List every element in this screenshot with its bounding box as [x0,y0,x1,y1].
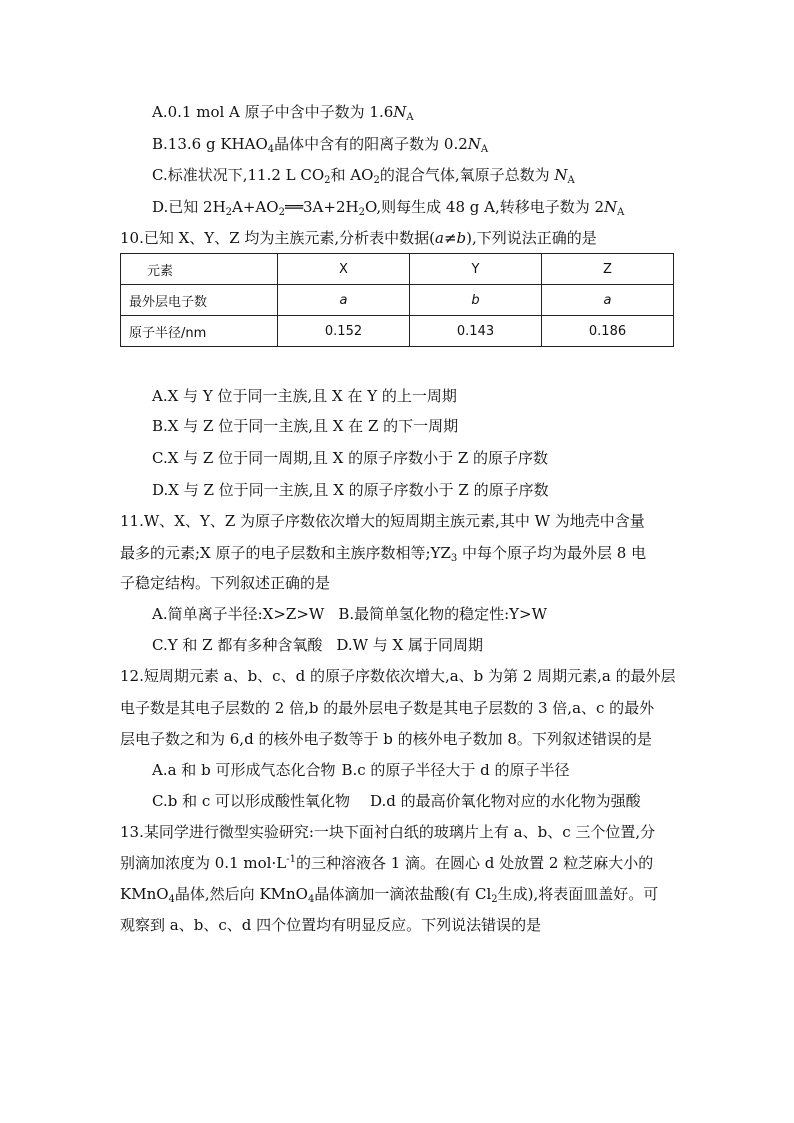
table-header-row [121,254,674,285]
q10-option-b: B.X 与 Z 位于同一主族,且 X 在 Z 的下一周期 [152,417,459,435]
q13-stem-line1: 13.某同学进行微型实验研究:一块下面衬白纸的玻璃片上有 a、b、c 三个位置,分 [120,823,656,841]
text: 晶体中含有的阳离子数为 0.2 [274,135,468,153]
q10-option-d: D.X 与 Z 位于同一主族,且 X 的原子序数小于 Z 的原子序数 [152,481,549,499]
table-cell: a [603,292,612,308]
subscript: 2 [358,207,365,218]
text: 中每个原子均为最外层 8 电 [457,544,647,562]
text: 别滴加浓度为 0.1 mol·L [120,854,287,872]
table-row [121,316,674,347]
text: B.13.6 g KHAO [152,135,268,153]
text: 生成),将表面皿盖好。可 [497,885,659,903]
subscript: 2 [278,207,285,218]
table-cell: 原子半径/nm [121,316,278,347]
text: 晶体,然后向 KMnO [174,885,308,903]
italic-n: N [467,135,481,153]
italic-n: N [393,103,407,121]
q12-options-cd [152,791,641,811]
text: O,则每生成 48 g A,转移电子数为 2 [364,198,605,216]
q13-stem-line2 [120,853,653,873]
q11-options-ab [152,604,547,624]
table-cell: a [339,292,348,308]
q11-option-c: C.Y 和 Z 都有多种含氧酸 [152,636,323,654]
table-cell: 0.143 [410,316,542,347]
q12-option-b: B.c 的原子半径大于 d 的原子半径 [341,761,570,779]
element-data-table [120,253,674,347]
q12-stem-line2: 电子数是其电子层数的 2 倍,b 的最外层电子数是其电子层数的 3 倍,a、c 的最外 [120,699,655,717]
subscript: 4 [168,894,175,905]
subscript: 2 [225,207,233,218]
q13-stem-line3 [120,884,658,904]
text: 的混合气体,氧原子总数为 [379,166,555,184]
subscript: 2 [324,175,331,186]
q11-options-cd [152,635,483,655]
q9-option-a [152,102,414,122]
text: 和 AO [330,166,374,184]
italic-text: a≠b [435,229,467,247]
subscript: 4 [307,894,315,905]
table-header-cell: 元素 [121,254,278,285]
q9-option-b [152,134,488,154]
italic-n: N [554,166,568,184]
table-header-cell: Z [542,254,674,285]
q9-option-c [152,165,575,185]
text: A+AO [232,198,279,216]
table-cell: 最外层电子数 [121,285,278,316]
q12-options-ab [152,760,570,780]
table-header-cell: Y [410,254,542,285]
subscript: A [406,112,414,123]
subscript: 3 [450,553,458,564]
subscript: A [617,207,625,218]
q11-stem-line3: 子稳定结构。下列叙述正确的是 [120,574,331,592]
q12-option-d: D.d 的最高价氧化物对应的水化物为强酸 [370,792,641,810]
q10-option-a: A.X 与 Y 位于同一主族,且 X 在 Y 的上一周期 [152,387,457,405]
italic-n: N [604,198,618,216]
q10-stem [120,228,597,248]
q9-option-d [152,197,624,217]
text: ══3A+2H [284,198,359,216]
table-row [121,285,674,316]
text: A.0.1 mol A 原子中含中子数为 1.6 [152,103,394,121]
table-cell: b [471,292,480,308]
q11-stem-line2 [120,543,646,563]
table-cell: 0.152 [278,316,410,347]
text: 10.已知 X、Y、Z 均为主族元素,分析表中数据( [120,229,436,247]
text: ),下列说法正确的是 [466,229,597,247]
q12-option-c: C.b 和 c 可以形成酸性氧化物 [152,792,351,810]
subscript: A [480,144,489,155]
q12-option-a: A.a 和 b 可形成气态化合物 [152,761,336,779]
q10-option-c: C.X 与 Z 位于同一周期,且 X 的原子序数小于 Z 的原子序数 [152,449,549,467]
subscript: 4 [267,144,275,155]
text: 晶体滴加一滴浓盐酸(有 Cl [314,885,492,903]
q11-stem-line1: 11.W、X、Y、Z 为原子序数依次增大的短周期主族元素,其中 W 为地壳中含量 [120,512,645,530]
superscript: -1 [286,854,296,865]
q12-stem-line1: 12.短周期元素 a、b、c、d 的原子序数依次增大,a、b 为第 2 周期元素,a 的最外层 [120,667,676,685]
q11-option-b: B.最简单氢化物的稳定性:Y>W [338,605,548,623]
subscript: 2 [373,175,380,186]
subscript: 2 [491,894,498,905]
table-header-cell: X [278,254,410,285]
q13-stem-line4: 观察到 a、b、c、d 四个位置均有明显反应。下列说法错误的是 [120,916,542,934]
q11-option-d: D.W 与 X 属于同周期 [336,636,484,654]
text: 的三种溶液各 1 滴。在圆心 d 处放置 2 粒芝麻大小的 [295,854,654,872]
text: KMnO [120,885,169,903]
q11-option-a: A.简单离子半径:X>Z>W [152,605,325,623]
subscript: A [567,175,575,186]
q12-stem-line3: 层电子数之和为 6,d 的核外电子数等于 b 的核外电子数加 8。下列叙述错误的是 [120,730,652,748]
table-cell: 0.186 [542,316,674,347]
text: 最多的元素;X 原子的电子层数和主族序数相等;YZ [120,544,451,562]
text: C.标准状况下,11.2 L CO [152,166,325,184]
text: D.已知 2H [152,198,226,216]
